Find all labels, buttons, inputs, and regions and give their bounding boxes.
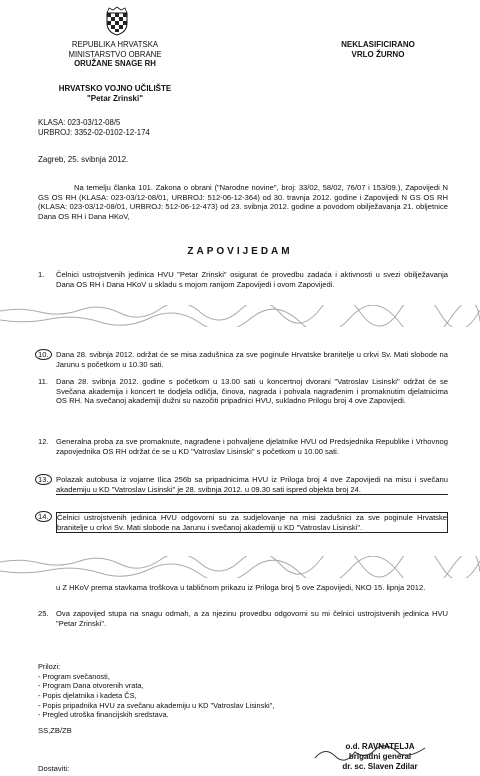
order-item-11 <box>38 377 448 406</box>
item-text: u Z HKoV prema stavkama troškova u tabličnom prikazu iz Priloga broj 5 ove Zapovijedi, NKO 15. lipnja 2012. <box>56 583 426 592</box>
item-number: 12. <box>38 437 49 446</box>
item-number: 14. <box>35 511 52 522</box>
unit-name: HRVATSKO VOJNO UČILIŠTE <box>58 84 172 93</box>
item-number: 11. <box>38 377 48 386</box>
order-item-13 <box>38 475 448 495</box>
issuer-line-1: REPUBLIKA HRVATSKA <box>71 40 159 49</box>
order-item-25 <box>38 609 448 628</box>
distribution-label: Dostaviti: <box>38 764 70 773</box>
klasa-line: KLASA: 023-03/12-08/5 <box>38 118 121 127</box>
urgency-label: VRLO ŽURNO <box>351 50 405 60</box>
author-initials: SS,ZB/ZB <box>38 726 72 735</box>
item-text: Čelnici ustrojstvenih jedinica HVU "Petar Zrinski" osigurat će provedbu zadaća i aktivnosti u svezi obilježavanja Dana OS RH i Dana HKoV u skladu s mojom ranijom Zapovijedi i ovom Zapovijedi. <box>56 270 448 289</box>
issuer-line-2: MINISTARSTVO OBRANE <box>68 49 162 59</box>
order-item-14 <box>38 512 448 533</box>
item-number: 10. <box>35 349 52 360</box>
signature-block <box>300 742 460 772</box>
item-text: Polazak autobusa iz vojarne Ilica 256b sa pripadnicima HVU iz Priloga broj 4 ove Zapovijedi na misu i svečanu akademiju u KD "Vatroslav Lisinski" je 28. svibnja 2012. u 09.30 sati ispred objekta broj 24. <box>56 475 448 494</box>
item-text: Generalna proba za sve promaknute, nagrađene i pohvaljene djelatnike HVU od Predsjednika Republike i Vrhovnog zapovjednika OS RH održat će se u KD "Vatroslav Lisinski" s početkom u 10.00 sati. <box>56 437 448 456</box>
order-item-10 <box>38 350 448 369</box>
reference-block <box>38 118 150 138</box>
document-title: ZAPOVIJEDAM <box>187 246 293 257</box>
place-date: Zagreb, 25. svibnja 2012. <box>38 155 129 164</box>
torn-edge-divider <box>0 305 480 327</box>
item-text: Dana 28. svibnja 2012. godine s početkom u 13.00 sati u koncertnoj dvorani "Vatroslav Lisinski" održat će se Svečana akademija i koncert te dodjela odličja, činova, nagrada i pohvala nagrađenim i promaknutim djelatnicima OS RH. Na svečanoj akademiji dužni su nazočiti pripadnici HVU, sukladno Prilogu broj 4 ove Zapovijedi. <box>56 377 448 406</box>
attachments-label: Prilozi: <box>38 662 61 671</box>
item-text: Ova zapovijed stupa na snagu odmah, a za njezinu provedbu odgovorni su mi čelnici ustrojstvenih jedinica HVU "Petar Zrinski". <box>56 609 448 628</box>
attachment-item: - Pregled utroška financijskih sredstava. <box>38 710 169 720</box>
item-text: Čelnici ustrojstvenih jedinica HVU odgovorni su za sudjelovanje na misi zadušnici za sve poginule Hrvatske branitelje u crkvi Sv. Mati slobode na Jarunu i svečanoj akademiji u KD "Vatroslav Lisinski". <box>57 513 447 532</box>
classification-block <box>318 40 438 61</box>
attachments-block <box>38 662 274 720</box>
signature-name: dr. sc. Slaven Zdilar <box>342 762 418 771</box>
item-number: 13. <box>35 474 52 485</box>
urbroj-line: URBROJ: 3352-02-0102-12-174 <box>38 128 150 138</box>
signature-rank: brigadni general <box>348 752 412 761</box>
torn-edge-divider <box>0 556 480 578</box>
signature-role: o.d. RAVNATELJA <box>345 742 415 751</box>
coat-of-arms-icon <box>104 6 130 36</box>
issuer-block <box>40 40 190 69</box>
order-item-1 <box>38 270 448 289</box>
issuer-line-3: ORUŽANE SNAGE RH <box>74 59 156 69</box>
attachment-item: - Popis pripadnika HVU za svečanu akademiju u KD "Vatroslav Lisinski", <box>38 700 275 710</box>
attachment-item: - Program svečanosti, <box>38 671 110 681</box>
order-item-fragment <box>38 583 448 593</box>
item-number: 1. <box>38 270 45 279</box>
attachment-item: - Popis djelatnika i kadeta ČS, <box>38 690 137 700</box>
unit-subname: "Petar Zrinski" <box>86 94 144 103</box>
attachment-item: - Program Dana otvorenih vrata, <box>38 681 144 691</box>
classification-label: NEKLASIFICIRANO <box>341 40 415 49</box>
item-text: Dana 28. svibnja 2012. održat će se misa zadušnica za sve poginule Hrvatske branitelje u crkvi Sv. Mati slobode na Jarunu s početkom u 10.30 sati. <box>56 350 448 369</box>
item-number: 25. <box>38 609 49 618</box>
order-item-12 <box>38 437 448 456</box>
intro-paragraph: Na temelju članka 101. Zakona o obrani ("Narodne novine", broj: 33/02, 58/02, 76/07 i 153/09.), Zapovijedi N GS OS RH (KLASA: 023-03/12-08/01, URBROJ: 512-06-12-364) od 30. travnja 2012. godine i Zapovijedi N GS OS RH (KLASA: 023-03/12-08/01, URBROJ: 512-06-12-473) od 23. svibnja 2012. godine a povodom obilježavanja 21. obljetnice Dana OS RH i Dana HKoV, <box>38 183 448 222</box>
unit-block <box>40 84 190 104</box>
